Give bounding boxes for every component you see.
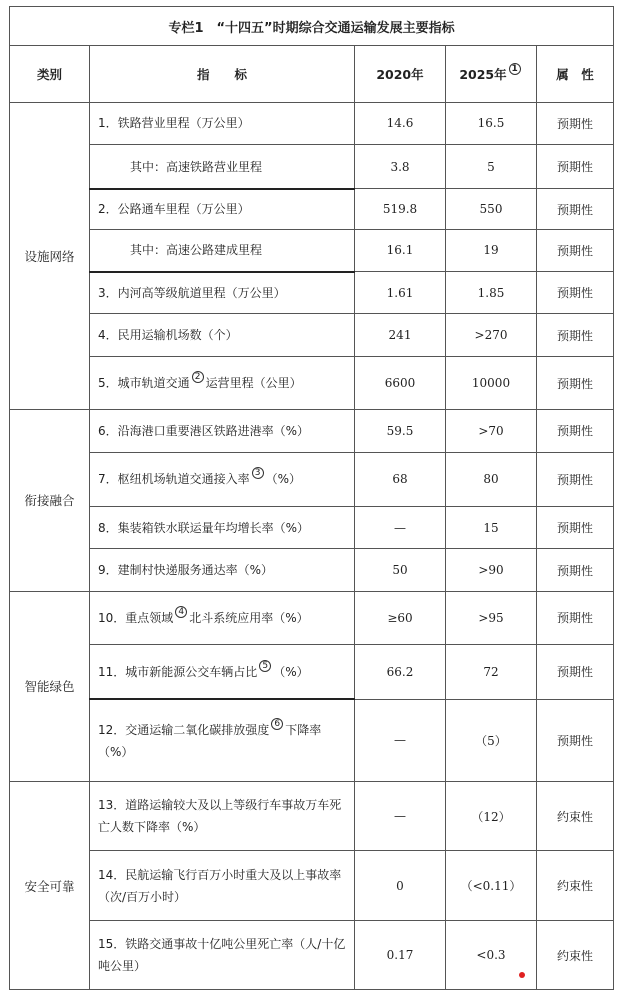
value-2020: 241 <box>355 314 446 356</box>
value-2025: 72 <box>446 645 537 699</box>
header-2025 <box>446 46 537 102</box>
value-2025: 19 <box>446 229 537 271</box>
value-2020: ≥60 <box>355 591 446 644</box>
indicator-11-text-b: （%） <box>273 664 309 679</box>
attribute: 约束性 <box>537 782 614 851</box>
value-2020: 1.61 <box>355 272 446 314</box>
footnote-marker: 6 <box>271 718 283 730</box>
attribute: 预期性 <box>537 102 614 144</box>
value-2025: >90 <box>446 549 537 591</box>
indicator-7-text-b: （%） <box>265 472 302 487</box>
value-2020: — <box>355 699 446 782</box>
indicator-4: 4．民用运输机场数（个） <box>90 314 355 356</box>
indicator-1-sub: 其中：高速铁路营业里程 <box>90 145 355 189</box>
value-2020: 519.8 <box>355 189 446 229</box>
value-2025: >95 <box>446 591 537 644</box>
attribute: 预期性 <box>537 314 614 356</box>
indicator-12-text-a: 12．交通运输二氧化碳排放强度 <box>98 722 270 737</box>
value-2020: 68 <box>355 452 446 506</box>
value-2025: <0.3 <box>446 921 537 990</box>
indicator-10-text-b: 北斗系统应用率（%） <box>189 610 309 625</box>
value-2020: 0.17 <box>355 921 446 990</box>
indicator-1: 1．铁路营业里程（万公里） <box>90 102 355 144</box>
indicator-2: 2．公路通车里程（万公里） <box>90 189 355 229</box>
value-2020: 6600 <box>355 356 446 409</box>
value-2025: 10000 <box>446 356 537 409</box>
indicator-5 <box>90 356 355 409</box>
value-2025: 15 <box>446 507 537 549</box>
attribute: 预期性 <box>537 410 614 452</box>
header-2020: 2020年 <box>355 46 446 102</box>
indicator-6: 6．沿海港口重要港区铁路进港率（%） <box>90 410 355 452</box>
table-title: 专栏1 “十四五”时期综合交通运输发展主要指标 <box>10 7 614 46</box>
category-integration: 衔接融合 <box>10 410 90 591</box>
header-indicator: 指 标 <box>90 46 355 102</box>
value-2025: 5 <box>446 145 537 189</box>
attribute: 约束性 <box>537 921 614 990</box>
attribute: 预期性 <box>537 507 614 549</box>
indicator-table <box>9 6 614 990</box>
indicator-5-text-b: 运营里程（公里） <box>205 376 302 391</box>
header-attribute: 属 性 <box>537 46 614 102</box>
header-category: 类别 <box>10 46 90 102</box>
indicator-9: 9．建制村快递服务通达率（%） <box>90 549 355 591</box>
indicator-10-text-a: 10．重点领域 <box>98 610 174 625</box>
indicator-15: 15．铁路交通事故十亿吨公里死亡率（人/十亿吨公里） <box>90 921 355 990</box>
header-2025-label: 2025年 <box>459 67 507 83</box>
indicator-13: 13．道路运输较大及以上等级行车事故万车死亡人数下降率（%） <box>90 782 355 851</box>
indicator-7 <box>90 452 355 506</box>
indicator-5-text-a: 5．城市轨道交通 <box>98 376 190 391</box>
red-dot-icon <box>519 972 525 978</box>
value-2025: 1.85 <box>446 272 537 314</box>
value-2025: >70 <box>446 410 537 452</box>
attribute: 预期性 <box>537 272 614 314</box>
value-2025: 80 <box>446 452 537 506</box>
value-2025: （<0.11） <box>446 850 537 921</box>
footnote-marker: 1 <box>509 63 521 75</box>
attribute: 预期性 <box>537 452 614 506</box>
footnote-marker: 3 <box>252 467 264 479</box>
category-infrastructure: 设施网络 <box>10 102 90 409</box>
attribute: 预期性 <box>537 229 614 271</box>
indicator-14: 14．民航运输飞行百万小时重大及以上事故率（次/百万小时） <box>90 850 355 921</box>
value-2025: （12） <box>446 782 537 851</box>
value-2020: 3.8 <box>355 145 446 189</box>
footnote-marker: 4 <box>175 606 187 618</box>
indicator-12 <box>90 699 355 782</box>
attribute: 预期性 <box>537 549 614 591</box>
value-2020: 16.1 <box>355 229 446 271</box>
indicator-8: 8．集装箱铁水联运量年均增长率（%） <box>90 507 355 549</box>
attribute: 预期性 <box>537 189 614 229</box>
value-2020: 0 <box>355 850 446 921</box>
value-2025: （5） <box>446 699 537 782</box>
category-smart-green: 智能绿色 <box>10 591 90 782</box>
attribute: 预期性 <box>537 356 614 409</box>
footnote-marker: 5 <box>259 660 271 672</box>
value-2020: 66.2 <box>355 645 446 699</box>
value-2025: 16.5 <box>446 102 537 144</box>
value-2025: >270 <box>446 314 537 356</box>
attribute: 约束性 <box>537 850 614 921</box>
indicator-11 <box>90 645 355 699</box>
indicator-10 <box>90 591 355 644</box>
value-2020: 50 <box>355 549 446 591</box>
attribute: 预期性 <box>537 699 614 782</box>
value-2020: 14.6 <box>355 102 446 144</box>
attribute: 预期性 <box>537 145 614 189</box>
indicator-7-text-a: 7．枢纽机场轨道交通接入率 <box>98 472 250 487</box>
value-2020: — <box>355 782 446 851</box>
value-2025: 550 <box>446 189 537 229</box>
indicator-2-sub: 其中：高速公路建成里程 <box>90 229 355 271</box>
indicator-3: 3．内河高等级航道里程（万公里） <box>90 272 355 314</box>
indicator-12-text-b: 下降率（%） <box>98 722 322 759</box>
footnote-marker: 2 <box>192 371 204 383</box>
value-2020: 59.5 <box>355 410 446 452</box>
attribute: 预期性 <box>537 645 614 699</box>
attribute: 预期性 <box>537 591 614 644</box>
value-2020: — <box>355 507 446 549</box>
category-safety: 安全可靠 <box>10 782 90 990</box>
indicator-11-text-a: 11．城市新能源公交车辆占比 <box>98 664 258 679</box>
